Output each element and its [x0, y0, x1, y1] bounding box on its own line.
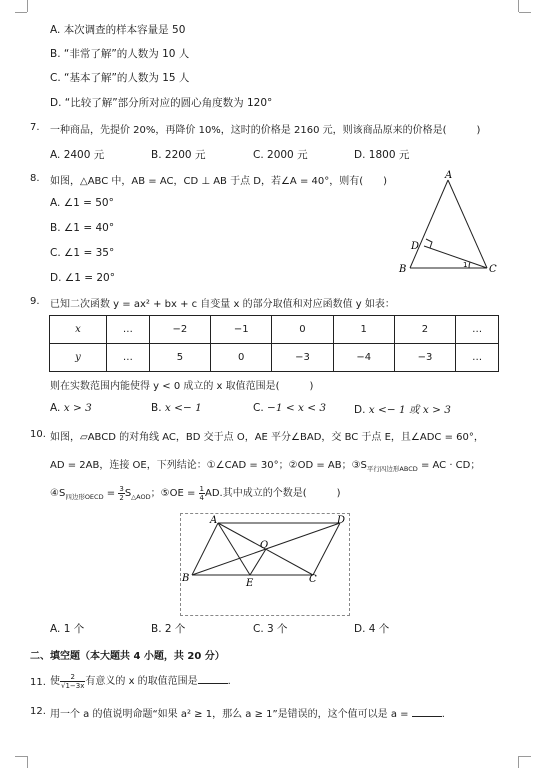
q8-label-a: A: [445, 170, 453, 181]
q10-parallelogram-figure: [180, 513, 348, 614]
q8-side-ac: [448, 180, 487, 268]
table-cell: 0: [272, 316, 333, 344]
q10-label-b: B: [182, 573, 190, 584]
q10-segment-oe: [250, 549, 266, 575]
fraction-3-2: $\frac{3}{2}$: [119, 484, 124, 502]
q8-segment-cd: [424, 246, 487, 268]
q8-option-c: C. ∠1 = 35°: [50, 247, 115, 259]
crop-mark-bottom-right: [518, 756, 519, 768]
q9-value-table: [49, 315, 499, 372]
q11-stem: 使 $\frac{2}{√1-3x}$ 有意义的 x 的取值范围是 .: [50, 672, 231, 690]
q7-option-c: C. 2000 元: [253, 149, 308, 161]
table-cell: …: [456, 316, 499, 344]
q8-option-d: D. ∠1 = 20°: [50, 272, 115, 284]
table-cell: y: [50, 344, 107, 372]
q10-option-a: A. 1 个: [50, 623, 85, 635]
q11-number: 11.: [30, 677, 46, 688]
fraction-1-4: $\frac{1}{4}$: [199, 484, 204, 502]
q8-number: 8.: [30, 173, 40, 184]
q6-option-c: C. “基本了解”的人数为 15 人: [50, 72, 190, 84]
q12-stem: 用一个 a 的值说明命题“如果 a² ≥ 1，那么 a ≥ 1”是错误的，这个值可以是 a = .: [50, 705, 445, 720]
q9-option-a: A. x > 3: [50, 402, 92, 414]
table-row-x: [50, 316, 499, 344]
q8-label-angle1: 1: [463, 261, 468, 269]
q10-line-3: $④S_{四边形OECD}$ = $\frac{3}{2}$ $S_{\triangle AOD}$；⑤OE = $\frac{1}{4}$ AD.其中成立的个数是( ): [50, 484, 341, 502]
q10-option-c: C. 3 个: [253, 623, 288, 635]
q12-number: 12.: [30, 706, 46, 717]
q9-follow-up: 则在实数范围内能使得 y < 0 成立的 x 取值范围是( ): [50, 381, 314, 392]
table-cell: −4: [333, 344, 394, 372]
q6-option-a: A. 本次调查的样本容量是 50: [50, 24, 186, 36]
q8-label-c: C: [489, 264, 497, 275]
table-cell: x: [50, 316, 107, 344]
table-cell: 5: [149, 344, 210, 372]
q9-option-d: D. x <− 1 或 x > 3: [354, 404, 451, 416]
q8-label-d: D: [411, 241, 420, 252]
q8-stem: 如图，△ABC 中，AB = AC，CD ⊥ AB 于点 D，若∠A = 40°，则有( ): [50, 176, 388, 187]
fraction-2-sqrt: $\frac{2}{√1-3x}$: [61, 672, 85, 690]
crop-mark-top-left: [27, 0, 28, 12]
q10-label-e: E: [246, 578, 254, 589]
table-cell: …: [456, 344, 499, 372]
q10-line-2: AD = 2AB，连接 OE，下列结论：①∠CAD = 30°；②OD = AB；$③S_{平行四边形ABCD}$ = AC · CD；: [50, 460, 481, 473]
q10-segment-ae: [218, 523, 250, 575]
q8-option-a: A. ∠1 = 50°: [50, 197, 114, 209]
crop-mark-bottom-right-h: [519, 756, 531, 757]
q10-option-d: D. 4 个: [354, 623, 390, 635]
answer-blank[interactable]: [198, 673, 228, 684]
q10-line-1: 如图，▱ABCD 的对角线 AC，BD 交于点 O，AE 平分∠BAD，交 BC 于点 E，且∠ADC = 60°，: [50, 432, 484, 443]
crop-mark-top-right: [518, 0, 519, 12]
table-cell: −1: [211, 316, 272, 344]
q10-option-b: B. 2 个: [151, 623, 186, 635]
q7-option-d: D. 1800 元: [354, 149, 410, 161]
q8-side-ab: [410, 180, 448, 268]
q7-stem: 一种商品，先提价 20%，再降价 10%，这时的价格是 2160 元，则该商品原来的价格是( ): [50, 125, 481, 136]
table-cell: −3: [272, 344, 333, 372]
q10-number: 10.: [30, 429, 46, 440]
table-cell: −2: [149, 316, 210, 344]
q9-number: 9.: [30, 296, 40, 307]
table-cell: 0: [211, 344, 272, 372]
q10-label-c: C: [309, 574, 317, 585]
q8-label-b: B: [399, 264, 407, 275]
q8-option-b: B. ∠1 = 40°: [50, 222, 115, 234]
q9-stem: 已知二次函数 y = ax² + bx + c 自变量 x 的部分取值和对应函数值 y 如表：: [50, 299, 395, 310]
section-heading-fill-in: 二、填空题（本大题共 4 小题，共 20 分）: [30, 651, 225, 662]
q9-option-c: C. −1 < x < 3: [253, 402, 327, 414]
crop-mark-bottom-left-h: [15, 756, 27, 757]
table-cell: …: [107, 316, 150, 344]
q8-angle-arc: [469, 262, 470, 268]
q8-triangle-figure: [395, 168, 505, 280]
q10-label-d: D: [337, 515, 346, 526]
q6-option-b: B. “非常了解”的人数为 10 人: [50, 48, 190, 60]
answer-blank[interactable]: [412, 706, 442, 717]
table-cell: 1: [333, 316, 394, 344]
q7-option-b: B. 2200 元: [151, 149, 206, 161]
crop-mark-top-left-h: [15, 12, 27, 13]
table-cell: −3: [394, 344, 455, 372]
table-cell: 2: [394, 316, 455, 344]
q6-option-d: D. “比较了解”部分所对应的圆心角度数为 120°: [50, 97, 273, 109]
table-row-y: [50, 344, 499, 372]
crop-mark-bottom-left: [27, 756, 28, 768]
q7-number: 7.: [30, 122, 40, 133]
q10-label-a: A: [210, 515, 218, 526]
table-cell: …: [107, 344, 150, 372]
q10-label-o: O: [260, 540, 269, 551]
crop-mark-top-right-h: [519, 12, 531, 13]
q7-option-a: A. 2400 元: [50, 149, 105, 161]
q9-option-b: B. x <− 1: [151, 402, 202, 414]
